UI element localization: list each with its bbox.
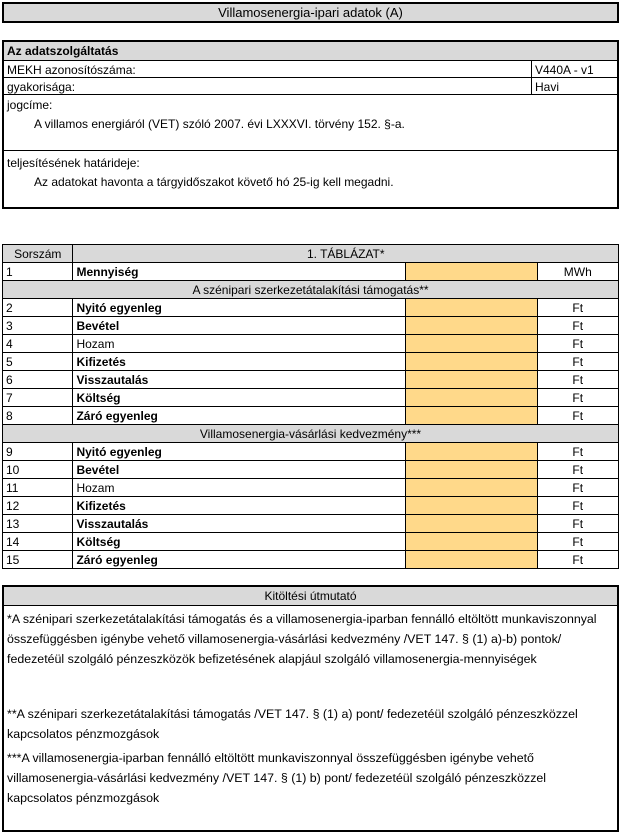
- row-number: 2: [3, 299, 73, 317]
- row-number: 9: [3, 443, 73, 461]
- row-label: Záró egyenleg: [73, 551, 405, 569]
- table-row: [3, 317, 619, 335]
- row-label: Bevétel: [73, 461, 405, 479]
- info-section-title: Az adatszolgáltatás: [4, 42, 617, 61]
- row-number: 14: [3, 533, 73, 551]
- divider: [531, 61, 532, 78]
- section-title: Villamosenergia-vásárlási kedvezmény***: [3, 425, 619, 443]
- page-title: Villamosenergia-ipari adatok (A): [218, 5, 403, 20]
- value-input-cell[interactable]: [405, 551, 537, 569]
- row-number: 10: [3, 461, 73, 479]
- row-number: 4: [3, 335, 73, 353]
- value-input-cell[interactable]: [405, 335, 537, 353]
- row-number: 7: [3, 389, 73, 407]
- value-input-cell[interactable]: [405, 461, 537, 479]
- mekh-row: [4, 61, 617, 78]
- row-label: Költség: [73, 389, 405, 407]
- row-number: 5: [3, 353, 73, 371]
- row-label: Hozam: [73, 479, 405, 497]
- value-input-cell[interactable]: [405, 443, 537, 461]
- value-input-cell[interactable]: [405, 317, 537, 335]
- table-row: [3, 407, 619, 425]
- deadline-label: teljesítésének határideje:: [7, 156, 140, 170]
- row-number: 8: [3, 407, 73, 425]
- row-unit: Ft: [537, 515, 618, 533]
- col-header-number: Sorszám: [3, 245, 73, 263]
- value-input-cell[interactable]: [405, 371, 537, 389]
- row-unit: Ft: [537, 461, 618, 479]
- row-unit: Ft: [537, 389, 618, 407]
- table-row: [3, 353, 619, 371]
- deadline-row: [4, 152, 617, 207]
- table-row: [3, 515, 619, 533]
- row-unit: Ft: [537, 299, 618, 317]
- table-header-row: [3, 245, 619, 263]
- row-unit: Ft: [537, 479, 618, 497]
- guide-note-3: ***A villamosenergia-iparban fennálló eltöltött munkaviszonnyal összefüggésben igénybe vehető villamosenergia-vásárlási kedvezmény /VET 147. § (1) b) pont/ fedezetéül szolgáló pénzeszközzel kapcsolatos pénzmozgások: [7, 751, 547, 805]
- table-row: [3, 299, 619, 317]
- row-unit: MWh: [537, 263, 618, 281]
- table-row: [3, 551, 619, 569]
- table-section-header: [3, 281, 619, 299]
- table-row: [3, 263, 619, 281]
- row-unit: Ft: [537, 335, 618, 353]
- guide-note-2: **A szénipari szerkezetátalakítási támogatás /VET 147. § (1) a) pont/ fedezetéül szolgáló pénzeszközzel kapcsolatos pénzmozgások: [7, 707, 578, 741]
- table-row: [3, 335, 619, 353]
- row-label: Záró egyenleg: [73, 407, 405, 425]
- value-input-cell[interactable]: [405, 353, 537, 371]
- row-number: 12: [3, 497, 73, 515]
- row-number: 13: [3, 515, 73, 533]
- row-label: Kifizetés: [73, 497, 405, 515]
- row-number: 11: [3, 479, 73, 497]
- value-input-cell[interactable]: [405, 497, 537, 515]
- table-row: [3, 479, 619, 497]
- table-row: [3, 371, 619, 389]
- value-input-cell[interactable]: [405, 299, 537, 317]
- row-unit: Ft: [537, 317, 618, 335]
- row-unit: Ft: [537, 353, 618, 371]
- row-unit: Ft: [537, 443, 618, 461]
- row-unit: Ft: [537, 407, 618, 425]
- table-row: [3, 497, 619, 515]
- row-label: Nyitó egyenleg: [73, 299, 405, 317]
- table-row: [3, 461, 619, 479]
- deadline-text: Az adatokat havonta a tárgyidőszakot követő hó 25-ig kell megadni.: [34, 175, 394, 189]
- guide-note-1: *A szénipari szerkezetátalakítási támogatás és a villamosenergia-iparban fennálló eltöltött munkaviszonnyal összefüggésben igénybe vehető villamosenergia-vásárlási kedvezmény /VET 147. § (1) a)-b) pontok/ fedezetéül szolgáló pénzeszközök befizetésének alapjául szolgáló villamosenergia-mennyiségek: [7, 612, 597, 666]
- info-block: [2, 40, 619, 209]
- row-label: Visszautalás: [73, 515, 405, 533]
- row-label: Nyitó egyenleg: [73, 443, 405, 461]
- guide-block: [2, 585, 619, 832]
- divider: [531, 78, 532, 95]
- table-row: [3, 389, 619, 407]
- value-input-cell[interactable]: [405, 407, 537, 425]
- value-input-cell[interactable]: [405, 515, 537, 533]
- frequency-row: [4, 78, 617, 95]
- row-label: Kifizetés: [73, 353, 405, 371]
- legal-basis-text: A villamos energiáról (VET) szóló 2007. évi LXXXVI. törvény 152. §-a.: [34, 117, 405, 131]
- row-label: Hozam: [73, 335, 405, 353]
- row-unit: Ft: [537, 497, 618, 515]
- value-input-cell[interactable]: [405, 263, 537, 281]
- frequency-label: gyakorisága:: [7, 80, 76, 94]
- row-number: 15: [3, 551, 73, 569]
- col-header-title: 1. TÁBLÁZAT*: [73, 245, 619, 263]
- row-number: 3: [3, 317, 73, 335]
- table-section-header: [3, 425, 619, 443]
- guide-title: Kitöltési útmutató: [4, 587, 617, 606]
- mekh-label: MEKH azonosítószáma:: [7, 63, 136, 77]
- row-label: Mennyiség: [73, 263, 405, 281]
- row-unit: Ft: [537, 371, 618, 389]
- frequency-value: Havi: [535, 80, 560, 94]
- row-number: 6: [3, 371, 73, 389]
- row-label: Költség: [73, 533, 405, 551]
- mekh-value: V440A - v1: [535, 63, 594, 77]
- value-input-cell[interactable]: [405, 479, 537, 497]
- legal-basis-label: jogcíme:: [7, 98, 53, 112]
- row-label: Visszautalás: [73, 371, 405, 389]
- row-unit: Ft: [537, 551, 618, 569]
- section-title: A szénipari szerkezetátalakítási támogatás**: [3, 281, 619, 299]
- page-title-bar: [2, 2, 619, 23]
- table-row: [3, 443, 619, 461]
- legal-basis-row: [4, 95, 617, 151]
- value-input-cell[interactable]: [405, 533, 537, 551]
- value-input-cell[interactable]: [405, 389, 537, 407]
- table-row: [3, 533, 619, 551]
- row-number: 1: [3, 263, 73, 281]
- row-unit: Ft: [537, 533, 618, 551]
- row-label: Bevétel: [73, 317, 405, 335]
- data-table: [2, 244, 619, 569]
